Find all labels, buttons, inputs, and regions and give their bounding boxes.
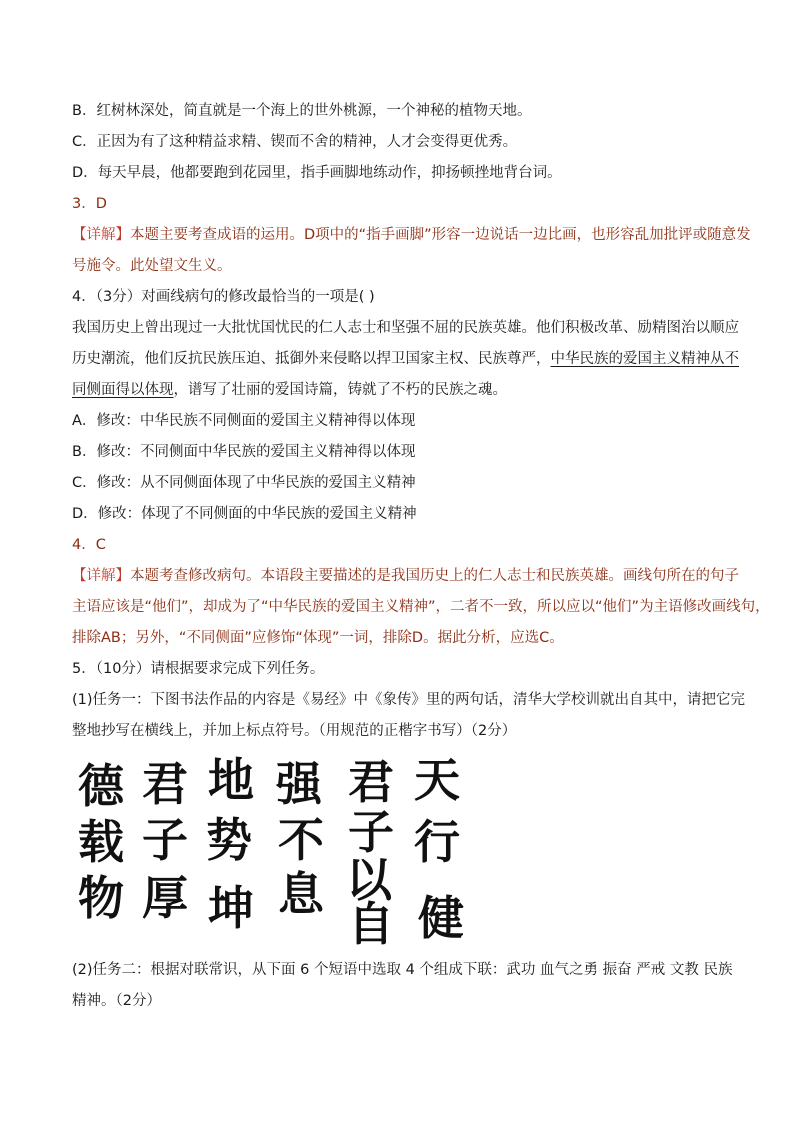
answer-4-explanation-line1 <box>72 561 739 592</box>
calligraphy-char: 载 <box>78 815 124 869</box>
question-4-stem: 4．（3分）对画线病句的修改最恰当的一项是( ) <box>72 289 375 305</box>
calligraphy-char: 行 <box>414 815 460 869</box>
answer-4-explanation-line3: 排除AB；另外，“不同侧面”应修饰“体现”一词，排除D。据此分析，应选C。 <box>72 630 564 646</box>
detail-tag: 【详解】 <box>72 568 130 584</box>
calligraphy-char: 子 <box>348 805 394 859</box>
question-5-stem: 5．（10分）请根据要求完成下列任务。 <box>72 661 325 677</box>
q4-option-a: A．修改：中华民族不同侧面的爱国主义精神得以体现 <box>72 413 416 429</box>
q5-task1-line2: 整地抄写在横线上，并加上标点符号。（用规范的正楷字书写）（2分） <box>72 723 517 739</box>
q4-underlined-text: 同侧面得以体现 <box>72 382 174 398</box>
calligraphy-char: 物 <box>78 871 124 925</box>
answer-3-explanation-line1 <box>72 220 751 251</box>
calligraphy-char: 德 <box>78 759 124 813</box>
q4-option-b: B．修改：不同侧面中华民族的爱国主义精神得以体现 <box>72 444 416 460</box>
answer-4-label: 4．C <box>72 537 106 553</box>
document-page <box>72 96 770 1017</box>
calligraphy-char: 君 <box>348 755 394 809</box>
calligraphy-char: 天 <box>414 753 460 807</box>
q4-passage-text: ，谱写了壮丽的爱国诗篇，铸就了不朽的民族之魂。 <box>173 382 507 398</box>
q4-passage-line3 <box>72 375 732 406</box>
q5-task1-line1: (1)任务一：下图书法作品的内容是《易经》中《象传》里的两句话，清华大学校训就出自其中，请把它完 <box>72 692 746 708</box>
detail-tag: 【详解】 <box>72 227 130 243</box>
calligraphy-char: 以 <box>346 853 392 907</box>
calligraphy-char: 厚 <box>142 871 188 925</box>
calligraphy-char: 坤 <box>208 881 254 935</box>
calligraphy-char: 不 <box>278 813 324 867</box>
calligraphy-char: 自 <box>348 897 394 951</box>
calligraphy-char: 君 <box>142 757 188 811</box>
q5-task2-line2: 精神。（2分） <box>72 993 161 1009</box>
calligraphy-image <box>78 753 478 953</box>
q4-passage-line2 <box>72 344 739 375</box>
q3-option-b: B．红树林深处，简直就是一个海上的世外桃源，一个神秘的植物天地。 <box>72 103 532 119</box>
q3-option-c: C．正因为有了这种精益求精、锲而不舍的精神，人才会变得更优秀。 <box>72 134 518 150</box>
calligraphy-char: 强 <box>276 757 322 811</box>
q5-task2-line1: (2)任务二：根据对联常识，从下面 6 个短语中选取 4 个组成下联：武功 血气之勇 振奋 严戒 文教 民族 <box>72 962 733 978</box>
answer-3-explanation-line2: 号施令。此处望文生义。 <box>72 258 232 274</box>
calligraphy-char: 地 <box>208 753 254 807</box>
q4-passage-line1: 我国历史上曾出现过一大批忧国忧民的仁人志士和坚强不屈的民族英雄。他们积极改革、励精图治以顺应 <box>72 320 739 336</box>
answer-3-label: 3．D <box>72 196 107 212</box>
q4-passage-text: 历史潮流，他们反抗民族压迫、抵御外来侵略以捍卫国家主权、民族尊严， <box>72 351 551 367</box>
q4-option-d: D．修改：体现了不同侧面的中华民族的爱国主义精神 <box>72 506 417 522</box>
q3-option-d: D．每天早晨，他都要跑到花园里，指手画脚地练动作，抑扬顿挫地背台词。 <box>72 165 562 181</box>
calligraphy-char: 子 <box>142 813 188 867</box>
answer-3-text: 本题主要考查成语的运用。D项中的“指手画脚”形容一边说话一边比画，也形容乱加批评或随意发 <box>130 227 751 243</box>
calligraphy-char: 息 <box>278 867 324 921</box>
q4-option-c: C．修改：从不同侧面体现了中华民族的爱国主义精神 <box>72 475 416 491</box>
q4-underlined-text: 中华民族的爱国主义精神从不 <box>550 351 739 367</box>
calligraphy-char: 健 <box>418 891 464 945</box>
answer-4-text: 本题考查修改病句。本语段主要描述的是我国历史上的仁人志士和民族英雄。画线句所在的句子 <box>130 568 739 584</box>
answer-4-explanation-line2: 主语应该是“他们”，却成为了“中华民族的爱国主义精神”，二者不一致，所以应以“他们”为主语修改画线句， <box>72 599 770 615</box>
calligraphy-char: 势 <box>206 813 252 867</box>
